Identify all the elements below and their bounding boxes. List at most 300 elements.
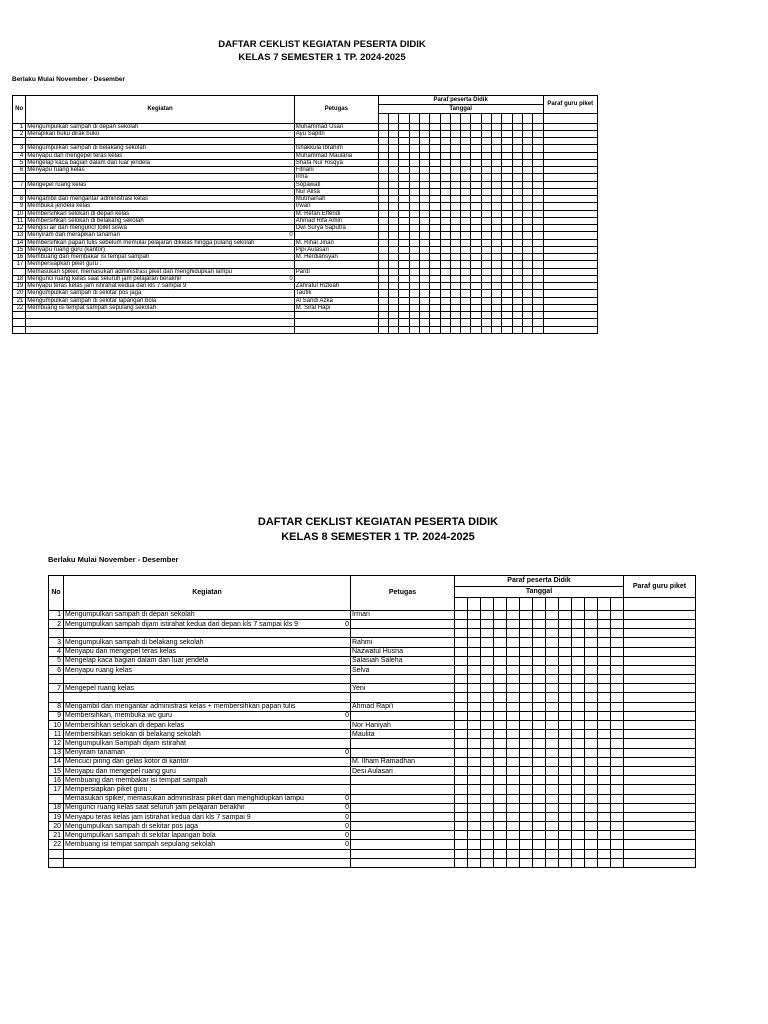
- date-check-cell: [399, 319, 409, 326]
- date-check-cell: [378, 174, 388, 181]
- row-kegiatan: Membuang dan membakar isi tempat sampah: [64, 776, 351, 785]
- date-check-cell: [409, 159, 419, 166]
- date-check-cell: [468, 858, 481, 867]
- date-check-cell: [572, 675, 585, 684]
- date-check-cell: [455, 757, 468, 766]
- date-check-cell: [409, 145, 419, 152]
- table-row: [13, 152, 598, 159]
- date-check-cell: [481, 138, 491, 145]
- date-check-cell: [507, 739, 520, 748]
- date-check-cell: [468, 831, 481, 840]
- date-check-cell: [585, 702, 598, 711]
- date-cell: [468, 597, 481, 610]
- date-check-cell: [430, 210, 440, 217]
- date-check-cell: [507, 702, 520, 711]
- date-check-cell: [611, 803, 624, 812]
- date-check-cell: [471, 297, 481, 304]
- date-check-cell: [533, 812, 546, 821]
- date-check-cell: [611, 711, 624, 720]
- guru-check-cell: [624, 849, 696, 858]
- date-check-cell: [533, 290, 543, 297]
- date-check-cell: [572, 748, 585, 757]
- guru-check-cell: [543, 210, 597, 217]
- row-kegiatan-text: Menyapu teras kelas jam istirahat kedua dari kls 7 sampai 9: [65, 813, 251, 821]
- guru-check-cell: [543, 232, 597, 239]
- date-check-cell: [533, 130, 543, 137]
- date-check-cell: [507, 610, 520, 619]
- guru-check-cell: [543, 138, 597, 145]
- date-cell: [378, 113, 388, 123]
- row-kegiatan: [26, 174, 295, 181]
- guru-check-cell: [624, 619, 696, 628]
- date-check-cell: [481, 152, 491, 159]
- date-check-cell: [533, 203, 543, 210]
- date-check-cell: [409, 326, 419, 333]
- row-kegiatan: Mengumpulkan sampah di belakang sekolah: [26, 145, 295, 152]
- date-check-cell: [585, 675, 598, 684]
- table-row: [49, 610, 696, 619]
- date-check-cell: [461, 319, 471, 326]
- date-check-cell: [598, 785, 611, 794]
- date-check-cell: [533, 145, 543, 152]
- date-check-cell: [399, 290, 409, 297]
- table-row: [13, 225, 598, 232]
- date-check-cell: [389, 167, 399, 174]
- date-check-cell: [520, 849, 533, 858]
- date-cell: [492, 113, 502, 123]
- date-check-cell: [461, 239, 471, 246]
- table-row: [49, 629, 696, 638]
- date-check-cell: [512, 268, 522, 275]
- table-row: [13, 123, 598, 130]
- date-cell: [533, 597, 546, 610]
- date-check-cell: [559, 619, 572, 628]
- date-check-cell: [389, 261, 399, 268]
- date-check-cell: [507, 629, 520, 638]
- guru-check-cell: [624, 748, 696, 757]
- date-check-cell: [409, 232, 419, 239]
- date-check-cell: [598, 721, 611, 730]
- date-check-cell: [492, 304, 502, 311]
- row-zero-value: 0: [345, 795, 349, 803]
- date-check-cell: [455, 739, 468, 748]
- date-check-cell: [507, 757, 520, 766]
- row-petugas: Pipi Aulasari: [294, 246, 378, 253]
- date-check-cell: [440, 123, 450, 130]
- date-check-cell: [611, 776, 624, 785]
- row-no: 22: [13, 304, 26, 311]
- date-check-cell: [461, 326, 471, 333]
- date-check-cell: [502, 232, 512, 239]
- date-check-cell: [598, 803, 611, 812]
- date-check-cell: [546, 693, 559, 702]
- date-check-cell: [520, 730, 533, 739]
- date-check-cell: [455, 629, 468, 638]
- row-kegiatan: [64, 675, 351, 684]
- date-check-cell: [502, 290, 512, 297]
- date-check-cell: [409, 210, 419, 217]
- date-check-cell: [512, 283, 522, 290]
- row-kegiatan: [64, 711, 351, 720]
- table-row: [49, 647, 696, 656]
- header-kegiatan: Kegiatan: [26, 95, 295, 123]
- date-check-cell: [378, 283, 388, 290]
- date-check-cell: [502, 261, 512, 268]
- guru-check-cell: [624, 730, 696, 739]
- date-check-cell: [399, 304, 409, 311]
- date-check-cell: [512, 232, 522, 239]
- date-check-cell: [419, 239, 429, 246]
- row-no: 9: [49, 711, 64, 720]
- date-check-cell: [598, 610, 611, 619]
- row-no: 2: [49, 619, 64, 628]
- date-check-cell: [611, 748, 624, 757]
- date-check-cell: [585, 757, 598, 766]
- row-petugas: Ahmad Rapi'i: [351, 702, 455, 711]
- date-cell: [419, 113, 429, 123]
- date-check-cell: [450, 254, 460, 261]
- row-kegiatan-text: Mengunci ruang kelas saat seluruh jam pelajaran berakhir: [27, 275, 182, 282]
- date-check-cell: [512, 181, 522, 188]
- row-petugas: [294, 319, 378, 326]
- date-check-cell: [481, 261, 491, 268]
- date-check-cell: [512, 304, 522, 311]
- date-check-cell: [611, 693, 624, 702]
- date-check-cell: [471, 239, 481, 246]
- date-check-cell: [409, 123, 419, 130]
- date-check-cell: [378, 181, 388, 188]
- table-row: [49, 776, 696, 785]
- date-check-cell: [533, 210, 543, 217]
- date-check-cell: [598, 748, 611, 757]
- table-row: [13, 319, 598, 326]
- date-check-cell: [533, 246, 543, 253]
- date-check-cell: [492, 319, 502, 326]
- date-check-cell: [430, 254, 440, 261]
- row-kegiatan: Membuang isi tempat sampah sepulang sekolah: [26, 304, 295, 311]
- date-cell: [389, 113, 399, 123]
- date-check-cell: [520, 812, 533, 821]
- date-check-cell: [502, 188, 512, 195]
- date-cell: [481, 113, 491, 123]
- date-check-cell: [512, 217, 522, 224]
- row-petugas: M. Rihal Jinan: [294, 239, 378, 246]
- row-no: 3: [49, 638, 64, 647]
- date-check-cell: [494, 840, 507, 849]
- date-check-cell: [522, 275, 532, 282]
- row-petugas: Ahmad Rifa Amin: [294, 217, 378, 224]
- row-petugas: [294, 138, 378, 145]
- date-check-cell: [399, 268, 409, 275]
- date-check-cell: [419, 297, 429, 304]
- date-check-cell: [559, 721, 572, 730]
- row-petugas: Muhammad Usari: [294, 123, 378, 130]
- date-check-cell: [409, 130, 419, 137]
- row-kegiatan: Mengelap kaca bagian dalam dan luar jendela: [64, 656, 351, 665]
- row-no: 19: [49, 812, 64, 821]
- date-check-cell: [409, 152, 419, 159]
- date-check-cell: [559, 812, 572, 821]
- date-check-cell: [389, 152, 399, 159]
- date-check-cell: [455, 794, 468, 803]
- date-check-cell: [585, 840, 598, 849]
- date-check-cell: [409, 268, 419, 275]
- date-check-cell: [419, 130, 429, 137]
- date-cell: [399, 113, 409, 123]
- date-check-cell: [440, 181, 450, 188]
- date-check-cell: [450, 174, 460, 181]
- date-check-cell: [512, 152, 522, 159]
- date-check-cell: [468, 610, 481, 619]
- date-check-cell: [481, 225, 491, 232]
- table-row: [49, 656, 696, 665]
- row-petugas: Ishakkula Ibrahim: [294, 145, 378, 152]
- date-check-cell: [468, 619, 481, 628]
- date-check-cell: [494, 693, 507, 702]
- date-check-cell: [598, 656, 611, 665]
- date-check-cell: [598, 711, 611, 720]
- date-check-cell: [598, 831, 611, 840]
- date-check-cell: [450, 167, 460, 174]
- date-check-cell: [502, 312, 512, 319]
- date-check-cell: [399, 232, 409, 239]
- date-check-cell: [492, 123, 502, 130]
- date-check-cell: [533, 665, 546, 674]
- row-no: 8: [13, 196, 26, 203]
- row-petugas: M. Siral Hapi: [294, 304, 378, 311]
- date-check-cell: [481, 304, 491, 311]
- date-check-cell: [378, 196, 388, 203]
- row-petugas: Rahmi: [351, 638, 455, 647]
- row-kegiatan: Membuka jendela kelas: [26, 203, 295, 210]
- date-check-cell: [502, 196, 512, 203]
- date-check-cell: [471, 254, 481, 261]
- date-check-cell: [546, 785, 559, 794]
- table-row: [13, 130, 598, 137]
- table-row: [49, 858, 696, 867]
- date-cell: [494, 597, 507, 610]
- date-check-cell: [468, 702, 481, 711]
- date-check-cell: [546, 831, 559, 840]
- table-row: [49, 711, 696, 720]
- date-check-cell: [522, 152, 532, 159]
- row-no: 13: [13, 232, 26, 239]
- date-check-cell: [481, 210, 491, 217]
- date-check-cell: [419, 290, 429, 297]
- guru-check-cell: [624, 693, 696, 702]
- guru-check-cell: [543, 246, 597, 253]
- date-check-cell: [512, 188, 522, 195]
- date-check-cell: [494, 748, 507, 757]
- date-check-cell: [512, 138, 522, 145]
- date-check-cell: [502, 217, 512, 224]
- date-check-cell: [450, 188, 460, 195]
- row-no: 15: [49, 766, 64, 775]
- date-check-cell: [512, 275, 522, 282]
- date-check-cell: [520, 803, 533, 812]
- row-no: [49, 629, 64, 638]
- date-check-cell: [481, 188, 491, 195]
- guru-check-cell: [543, 304, 597, 311]
- date-check-cell: [572, 858, 585, 867]
- row-kegiatan: [64, 803, 351, 812]
- row-kegiatan: Menyapu ruang kelas: [64, 665, 351, 674]
- row-zero-value: 0: [345, 822, 349, 830]
- date-check-cell: [507, 840, 520, 849]
- validity-period: Berlaku Mulai November - Desember: [48, 554, 179, 564]
- date-check-cell: [533, 152, 543, 159]
- row-kegiatan: Memasukan spiker, memasukan administrasi piket dan menghidupkan lampu: [26, 268, 295, 275]
- date-check-cell: [520, 766, 533, 775]
- date-check-cell: [419, 268, 429, 275]
- date-check-cell: [522, 145, 532, 152]
- date-check-cell: [572, 803, 585, 812]
- date-check-cell: [450, 210, 460, 217]
- row-no: [13, 319, 26, 326]
- date-check-cell: [598, 702, 611, 711]
- date-check-cell: [409, 254, 419, 261]
- row-no: 9: [13, 203, 26, 210]
- date-check-cell: [502, 174, 512, 181]
- date-check-cell: [559, 849, 572, 858]
- date-check-cell: [507, 684, 520, 693]
- date-check-cell: [598, 730, 611, 739]
- date-check-cell: [492, 130, 502, 137]
- row-petugas: Ayu Sapitri: [294, 130, 378, 137]
- date-check-cell: [492, 239, 502, 246]
- date-check-cell: [585, 748, 598, 757]
- date-check-cell: [389, 239, 399, 246]
- date-check-cell: [481, 776, 494, 785]
- date-check-cell: [533, 748, 546, 757]
- table-row: [49, 721, 696, 730]
- row-petugas: [351, 812, 455, 821]
- date-check-cell: [494, 721, 507, 730]
- table-row: [49, 831, 696, 840]
- guru-check-cell: [624, 785, 696, 794]
- row-kegiatan: [64, 858, 351, 867]
- date-check-cell: [440, 312, 450, 319]
- date-check-cell: [471, 326, 481, 333]
- date-check-cell: [585, 711, 598, 720]
- date-check-cell: [611, 721, 624, 730]
- date-check-cell: [533, 138, 543, 145]
- date-check-cell: [546, 748, 559, 757]
- guru-check-cell: [624, 721, 696, 730]
- date-check-cell: [389, 268, 399, 275]
- date-check-cell: [481, 702, 494, 711]
- date-check-cell: [492, 261, 502, 268]
- row-no: [13, 268, 26, 275]
- date-check-cell: [389, 283, 399, 290]
- row-kegiatan: Menyapu ruang kelas: [26, 167, 295, 174]
- date-check-cell: [520, 794, 533, 803]
- date-check-cell: [440, 254, 450, 261]
- date-check-cell: [533, 675, 546, 684]
- date-check-cell: [522, 290, 532, 297]
- date-check-cell: [481, 319, 491, 326]
- date-check-cell: [492, 225, 502, 232]
- date-check-cell: [522, 181, 532, 188]
- date-check-cell: [468, 822, 481, 831]
- row-kegiatan: [64, 794, 351, 803]
- date-check-cell: [572, 730, 585, 739]
- date-check-cell: [471, 319, 481, 326]
- date-check-cell: [419, 246, 429, 253]
- date-cell: [430, 113, 440, 123]
- row-kegiatan: Mengumpulkan sampah di sekitar lapangan bola: [26, 297, 295, 304]
- date-check-cell: [494, 849, 507, 858]
- date-check-cell: [520, 858, 533, 867]
- row-kegiatan: Membersihkan papan tulis sebelum memulai pelajaran dikelas hingga pulang sekolah: [26, 239, 295, 246]
- date-cell: [461, 113, 471, 123]
- guru-check-cell: [543, 312, 597, 319]
- date-check-cell: [481, 629, 494, 638]
- date-check-cell: [455, 647, 468, 656]
- row-petugas: [294, 312, 378, 319]
- date-check-cell: [522, 319, 532, 326]
- date-check-cell: [440, 268, 450, 275]
- date-check-cell: [468, 693, 481, 702]
- guru-check-cell: [543, 167, 597, 174]
- row-kegiatan: Mengepel ruang kelas: [26, 181, 295, 188]
- date-check-cell: [430, 174, 440, 181]
- date-check-cell: [450, 159, 460, 166]
- row-kegiatan: Menyapu dan mengepel teras kelas: [26, 152, 295, 159]
- date-check-cell: [389, 319, 399, 326]
- row-petugas: [294, 261, 378, 268]
- date-check-cell: [520, 638, 533, 647]
- date-check-cell: [494, 684, 507, 693]
- date-check-cell: [572, 822, 585, 831]
- guru-check-cell: [543, 217, 597, 224]
- date-check-cell: [455, 831, 468, 840]
- date-check-cell: [494, 803, 507, 812]
- date-check-cell: [533, 232, 543, 239]
- table-row: [13, 275, 598, 282]
- date-check-cell: [533, 794, 546, 803]
- date-check-cell: [502, 152, 512, 159]
- guru-check-cell: [543, 268, 597, 275]
- date-check-cell: [450, 290, 460, 297]
- row-petugas: [351, 619, 455, 628]
- date-check-cell: [481, 232, 491, 239]
- date-check-cell: [399, 167, 409, 174]
- date-check-cell: [455, 766, 468, 775]
- date-check-cell: [450, 123, 460, 130]
- date-check-cell: [468, 665, 481, 674]
- date-check-cell: [440, 167, 450, 174]
- table-row: [13, 304, 598, 311]
- date-check-cell: [389, 174, 399, 181]
- date-check-cell: [522, 297, 532, 304]
- date-check-cell: [572, 721, 585, 730]
- row-no: 7: [13, 181, 26, 188]
- title-line-2: KELAS 7 SEMESTER 1 TP. 2024-2025: [238, 52, 406, 64]
- date-check-cell: [522, 268, 532, 275]
- date-check-cell: [481, 794, 494, 803]
- date-check-cell: [494, 610, 507, 619]
- date-check-cell: [481, 684, 494, 693]
- table-row: [13, 145, 598, 152]
- date-check-cell: [455, 610, 468, 619]
- date-check-cell: [598, 794, 611, 803]
- header-paraf-peserta: Paraf peserta Didik: [378, 95, 543, 104]
- table-row: [13, 326, 598, 333]
- date-check-cell: [440, 283, 450, 290]
- table-row: [13, 268, 598, 275]
- header-paraf-guru: Paraf guru piket: [543, 95, 597, 113]
